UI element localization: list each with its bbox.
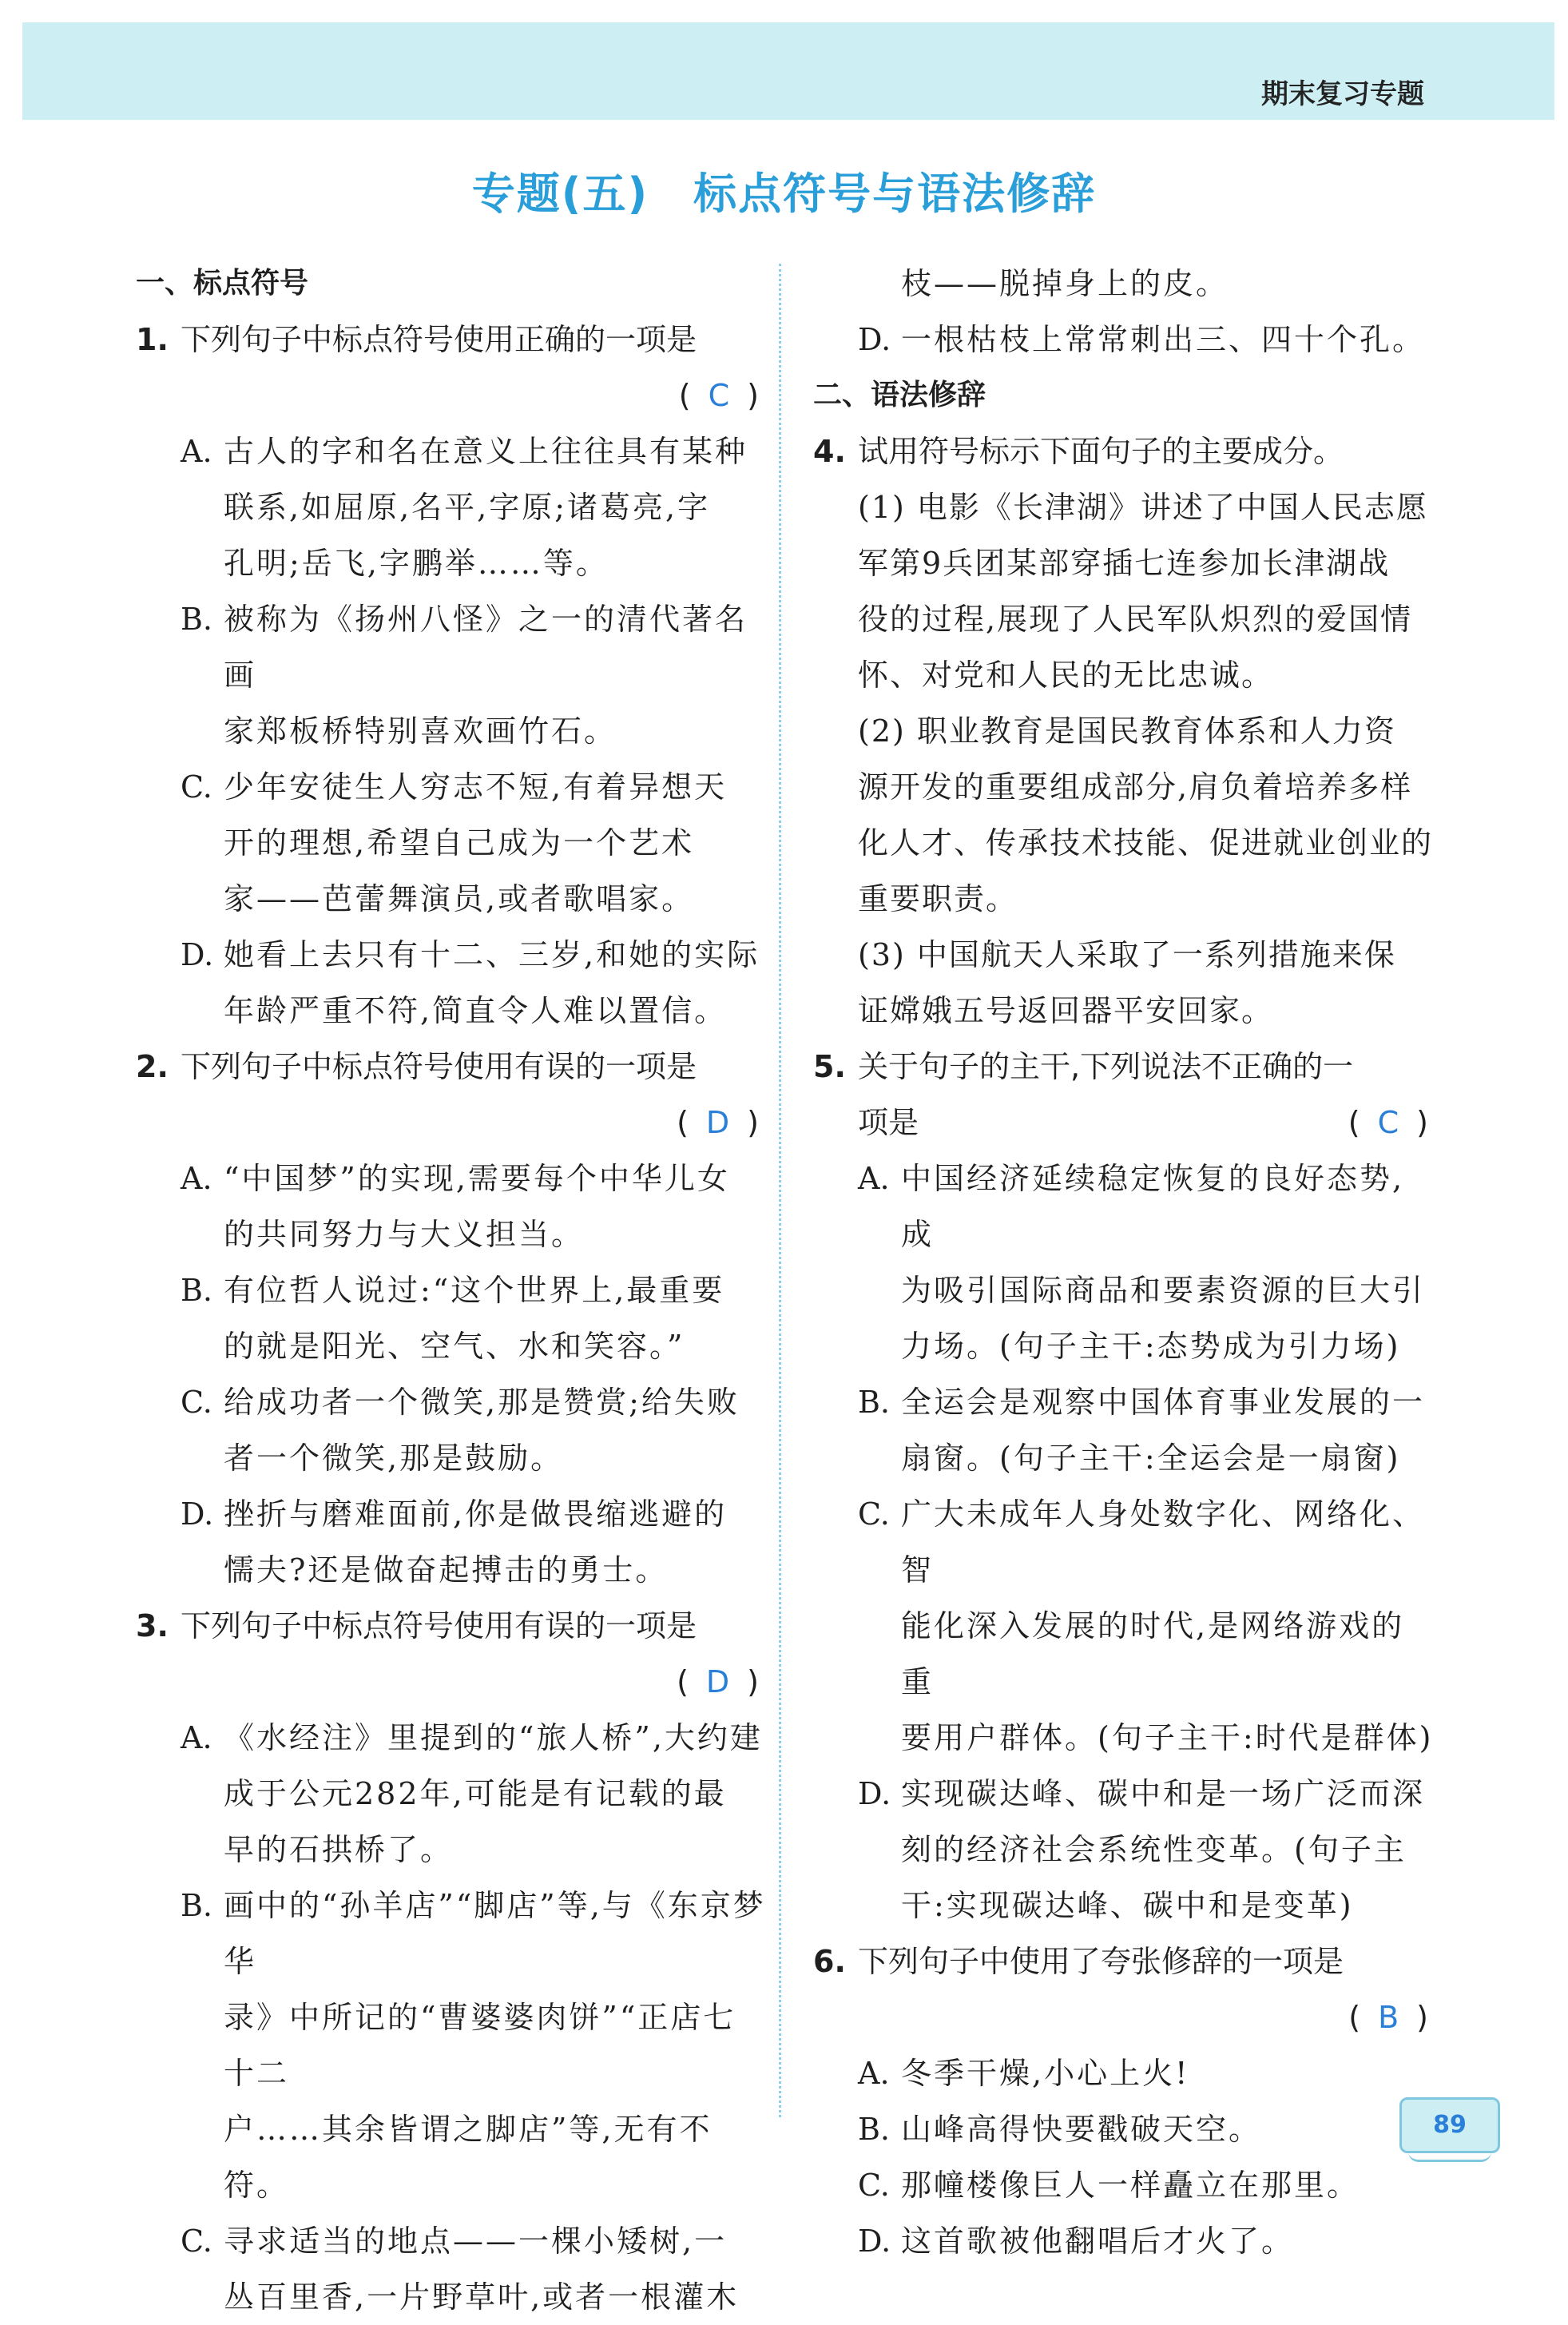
option-line: 孔明;岳飞,字鹏举……等。 [224,546,609,581]
option-d [136,1486,767,1598]
option-b [136,1262,767,1374]
answer-bracket: ( D ) [136,1095,767,1151]
option-line: 全运会是观察中国体育事业发展的一 [901,1385,1426,1420]
option-line: 扇窗。(句子主干:全运会是一扇窗) [901,1441,1401,1476]
option-line: 山峰高得快要戳破天空。 [901,2112,1262,2147]
option-letter: B. [858,2112,891,2147]
option-a [813,2045,1436,2101]
option-letter: B. [181,602,213,637]
option-line: 有位哲人说过:“这个世界上,最重要 [224,1273,725,1308]
answer-letter: C [708,378,730,413]
option-letter: D. [181,937,214,972]
option-line: 早的石拱桥了。 [224,1832,454,1867]
option-line: 家郑板桥特别喜欢画竹石。 [224,713,617,749]
option-line: 这首歌被他翻唱后才火了。 [901,2224,1295,2259]
option-letter: D. [858,2224,891,2259]
option-line: 刻的经济社会系统性变革。(句子主 [901,1832,1407,1867]
option-line: 实现碳达峰、碳中和是一场广泛而深 [901,1776,1426,1811]
book-icon [1408,2152,1491,2162]
question-number: 6. [813,1944,846,1979]
option-line: 的共同努力与大义担当。 [224,1217,585,1252]
sub-item-3 [813,927,1436,1039]
section-heading: 一、标点符号 [136,267,309,300]
sub-line: (1) 电影《长津湖》讲述了中国人民志愿 [858,490,1428,525]
option-line: 成于公元282年,可能是有记载的最 [224,1776,727,1811]
option-line: 被称为《扬州八怪》之一的清代著名画 [224,602,748,693]
sub-item-2 [813,703,1436,927]
sub-item-1 [813,479,1436,703]
option-c [136,1374,767,1486]
option-letter: C. [858,2168,890,2203]
option-letter: B. [181,1273,213,1308]
question-number: 1. [136,322,169,357]
option-line: 给成功者一个微笑,那是赞赏;给失败 [224,1385,740,1420]
option-c [813,2157,1436,2213]
answer-bracket: ( C ) [1348,1095,1436,1151]
option-a [813,1151,1436,1374]
option-line: 中国经济延续稳定恢复的良好态势,成 [901,1161,1405,1252]
option-d [813,1766,1436,1934]
sub-line: 重要职责。 [858,881,1018,916]
answer-bracket: ( D ) [136,1654,767,1710]
question-text: 下列句子中标点符号使用有误的一项是 [181,1608,697,1643]
option-a [136,1710,767,1878]
option-c [136,759,767,927]
option-line: 她看上去只有十二、三岁,和她的实际 [224,937,760,972]
question-number: 4. [813,434,846,469]
sub-line: 怀、对党和人民的无比忠诚。 [858,658,1274,693]
option-line: 录》中所记的“曹婆婆肉饼”“正店七十二 [224,2000,736,2091]
option-line: 干:实现碳达峰、碳中和是变革) [901,1888,1354,1923]
option-letter: A. [858,1161,890,1196]
option-letter: C. [858,1496,890,1532]
question-text: 下列句子中标点符号使用正确的一项是 [181,322,697,357]
option-letter: B. [181,1888,213,1923]
option-line: 能化深入发展的时代,是网络游戏的重 [901,1608,1405,1699]
option-line: 一根枯枝上常常刺出三、四十个孔。 [901,322,1426,357]
question-2 [136,1039,767,1095]
option-a [136,1151,767,1262]
option-letter: A. [181,1720,212,1755]
question-text-tail: 项是 [858,1105,919,1140]
option-line: 古人的字和名在意义上往往具有某种 [224,434,748,469]
option-line: 寻求适当的地点——一棵小矮树,一 [224,2224,728,2259]
option-line: 少年安徒生人穷志不短,有着异想天 [224,769,728,805]
left-column [136,256,767,2325]
option-line: 冬季干燥,小心上火! [901,2056,1190,2091]
option-letter: A. [181,1161,212,1196]
option-b [136,591,767,759]
sub-line: 化人才、传承技术技能、促进就业创业的 [858,825,1434,860]
right-column [813,256,1436,2269]
answer-letter: B [1378,2000,1399,2035]
page-number-badge [1399,2097,1500,2153]
sub-line: 源开发的重要组成部分,肩负着培养多样 [858,769,1413,805]
option-b [813,1374,1436,1486]
option-line: 年龄严重不符,简直令人难以置信。 [224,993,728,1028]
answer-letter: D [705,1664,730,1699]
option-line: 懦夫?还是做奋起搏击的勇士。 [224,1552,669,1588]
sub-line: 役的过程,展现了人民军队炽烈的爱国情 [858,602,1413,637]
question-4 [813,423,1436,479]
option-line: 《水经注》里提到的“旅人桥”,大约建 [224,1720,763,1755]
option-line: 丛百里香,一片野草叶,或者一根灌木 [224,2279,740,2315]
option-letter: D. [181,1496,214,1532]
answer-letter: C [1377,1105,1399,1140]
option-line: 家——芭蕾舞演员,或者歌唱家。 [224,881,695,916]
answer-letter: D [705,1105,730,1140]
option-d [813,312,1436,368]
option-letter: D. [858,1776,891,1811]
question-number: 2. [136,1049,169,1084]
question-text: 关于句子的主干,下列说法不正确的一 [858,1049,1354,1084]
option-line: 画中的“孙羊店”“脚店”等,与《东京梦华 [224,1888,766,1979]
option-letter: A. [181,434,212,469]
option-letter: C. [181,769,212,805]
option-c-continued: 枝——脱掉身上的皮。 [901,266,1229,301]
question-6 [813,1934,1436,1989]
sub-line: 证嫦娥五号返回器平安回家。 [858,993,1274,1028]
header-label: 期末复习专题 [1261,78,1424,110]
option-line: 联系,如屈原,名平,字原;诸葛亮,字 [224,490,711,525]
question-text: 下列句子中使用了夸张修辞的一项是 [858,1944,1344,1979]
option-a [136,423,767,591]
option-c [813,1486,1436,1766]
sub-line: (3) 中国航天人采取了一系列措施来保 [858,937,1396,972]
answer-bracket: ( C ) [136,368,767,423]
option-c [136,2213,767,2325]
option-line: 力场。(句子主干:态势成为引力场) [901,1329,1401,1364]
option-letter: C. [181,1385,212,1420]
option-letter: D. [858,322,891,357]
question-3 [136,1598,767,1654]
column-divider [779,264,781,2117]
option-line: 开的理想,希望自己成为一个艺术 [224,825,695,860]
option-line: 者一个微笑,那是鼓励。 [224,1441,564,1476]
option-line: “中国梦”的实现,需要每个中华儿女 [224,1161,730,1196]
question-text: 试用符号标示下面句子的主要成分。 [858,434,1344,469]
option-line: 那幢楼像巨人一样矗立在那里。 [901,2168,1360,2203]
option-line: 为吸引国际商品和要素资源的巨大引 [901,1273,1426,1308]
option-line: 挫折与磨难面前,你是做畏缩逃避的 [224,1496,728,1532]
question-text [858,1095,1436,1151]
option-d [813,2213,1436,2269]
sub-line: 军第9兵团某部穿插七连参加长津湖战 [858,546,1391,581]
question-number: 3. [136,1608,169,1643]
question-1 [136,312,767,368]
option-line: 要用户群体。(句子主干:时代是群体) [901,1720,1434,1755]
question-number: 5. [813,1049,846,1084]
page-number: 89 [1433,2111,1467,2139]
option-b [136,1878,767,2213]
question-text: 下列句子中标点符号使用有误的一项是 [181,1049,697,1084]
option-letter: B. [858,1385,891,1420]
question-5 [813,1039,1436,1151]
option-line: 的就是阳光、空气、水和笑容。” [224,1329,685,1364]
answer-bracket: ( B ) [813,1989,1436,2045]
option-letter: A. [858,2056,890,2091]
page-title: 专题(五) 标点符号与语法修辞 [471,169,1097,219]
section-heading: 二、语法修辞 [813,379,986,411]
option-line: 广大未成年人身处数字化、网络化、智 [901,1496,1426,1588]
option-b [813,2101,1436,2157]
option-line: 户……其余皆谓之脚店”等,无有不符。 [224,2112,713,2203]
option-letter: C. [181,2224,212,2259]
option-d [136,927,767,1039]
sub-line: (2) 职业教育是国民教育体系和人力资 [858,713,1396,749]
